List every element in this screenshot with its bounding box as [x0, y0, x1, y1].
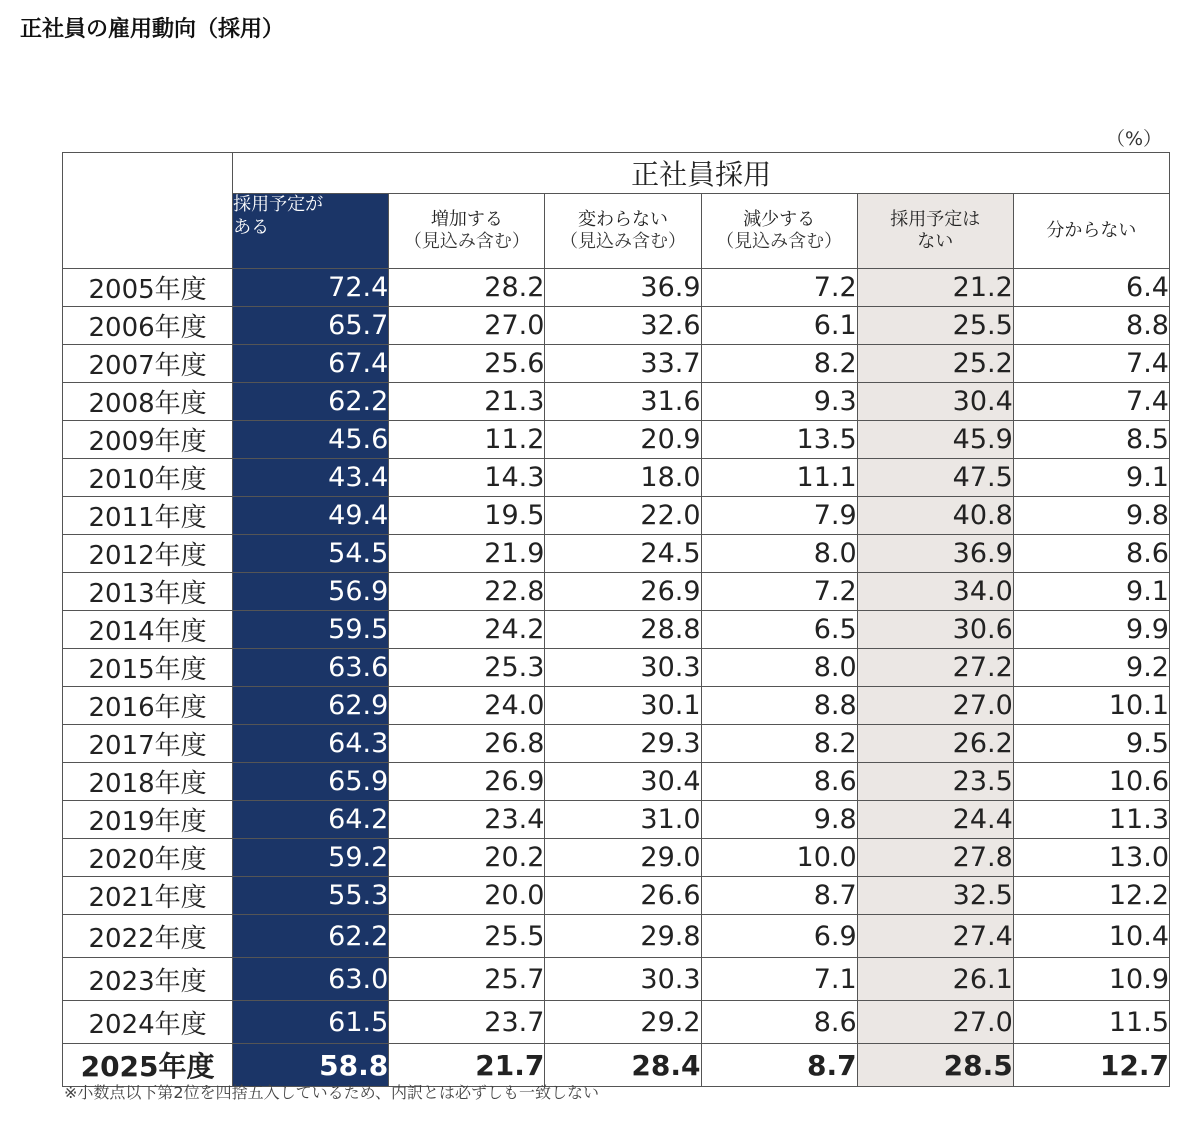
table-row [63, 269, 1170, 307]
table-cell: 20.9 [545, 421, 701, 459]
table-cell: 14.3 [389, 459, 545, 497]
table-cell: 26.8 [389, 725, 545, 763]
hiring-table [62, 152, 1170, 1087]
table-row [63, 649, 1170, 687]
table-cell: 7.4 [1013, 345, 1169, 383]
table-cell: 8.6 [701, 1001, 857, 1044]
table-cell: 28.5 [857, 1044, 1013, 1087]
table-cell: 67.4 [233, 345, 389, 383]
table-cell: 32.6 [545, 307, 701, 345]
table-cell: 54.5 [233, 535, 389, 573]
table-cell: 9.8 [1013, 497, 1169, 535]
row-year-label: 2012年度 [63, 535, 233, 573]
table-cell: 32.5 [857, 877, 1013, 915]
table-cell: 25.5 [389, 915, 545, 958]
row-year-label: 2016年度 [63, 687, 233, 725]
unit-label: （%） [1105, 128, 1162, 150]
row-year-label: 2013年度 [63, 573, 233, 611]
table-cell: 8.5 [1013, 421, 1169, 459]
table-cell: 8.6 [1013, 535, 1169, 573]
row-year-label: 2021年度 [63, 877, 233, 915]
table-cell: 25.2 [857, 345, 1013, 383]
table-cell: 6.5 [701, 611, 857, 649]
table-cell: 29.8 [545, 915, 701, 958]
table-row [63, 459, 1170, 497]
table-cell: 25.3 [389, 649, 545, 687]
table-cell: 58.8 [233, 1044, 389, 1087]
col-header-unknown: 分からない [1013, 194, 1169, 269]
table-cell: 9.5 [1013, 725, 1169, 763]
table-cell: 49.4 [233, 497, 389, 535]
table-cell: 26.1 [857, 958, 1013, 1001]
col-header-increase: 増加する （見込み含む） [389, 194, 545, 269]
table-cell: 31.6 [545, 383, 701, 421]
table-cell: 30.3 [545, 958, 701, 1001]
table-cell: 28.8 [545, 611, 701, 649]
row-year-label: 2006年度 [63, 307, 233, 345]
table-cell: 10.4 [1013, 915, 1169, 958]
table-cell: 26.6 [545, 877, 701, 915]
table-cell: 24.5 [545, 535, 701, 573]
table-row [63, 383, 1170, 421]
table-cell: 11.2 [389, 421, 545, 459]
table-cell: 64.3 [233, 725, 389, 763]
table-cell: 62.2 [233, 915, 389, 958]
row-year-label: 2010年度 [63, 459, 233, 497]
table-cell: 22.0 [545, 497, 701, 535]
table-body [63, 269, 1170, 1087]
table-row [63, 725, 1170, 763]
table-cell: 30.1 [545, 687, 701, 725]
table-row [63, 421, 1170, 459]
table-cell: 27.2 [857, 649, 1013, 687]
row-year-label: 2005年度 [63, 269, 233, 307]
table-cell: 8.0 [701, 535, 857, 573]
footnote: ※小数点以下第2位を四捨五入しているため、内訳とは必ずしも一致しない [64, 1083, 599, 1102]
table-cell: 8.2 [701, 345, 857, 383]
row-year-label: 2007年度 [63, 345, 233, 383]
table-cell: 9.9 [1013, 611, 1169, 649]
table-cell: 65.7 [233, 307, 389, 345]
table-cell: 30.4 [857, 383, 1013, 421]
page-title: 正社員の雇用動向（採用） [20, 17, 285, 42]
table-row [63, 611, 1170, 649]
table-cell: 23.7 [389, 1001, 545, 1044]
table-cell: 10.6 [1013, 763, 1169, 801]
table-cell: 63.0 [233, 958, 389, 1001]
row-year-label: 2022年度 [63, 915, 233, 958]
table-cell: 36.9 [857, 535, 1013, 573]
table-cell: 59.2 [233, 839, 389, 877]
table-row [63, 497, 1170, 535]
row-year-label: 2017年度 [63, 725, 233, 763]
table-cell: 28.4 [545, 1044, 701, 1087]
col-header-plan: 採用予定が ある [233, 194, 389, 269]
table-cell: 12.7 [1013, 1044, 1169, 1087]
table-cell: 9.2 [1013, 649, 1169, 687]
table-cell: 8.8 [701, 687, 857, 725]
table-cell: 23.4 [389, 801, 545, 839]
table-cell: 25.6 [389, 345, 545, 383]
table-cell: 27.8 [857, 839, 1013, 877]
table-row [63, 958, 1170, 1001]
table-cell: 59.5 [233, 611, 389, 649]
table-cell: 27.4 [857, 915, 1013, 958]
table-cell: 8.2 [701, 725, 857, 763]
table-cell: 24.2 [389, 611, 545, 649]
table-cell: 43.4 [233, 459, 389, 497]
table-cell: 33.7 [545, 345, 701, 383]
table-row [63, 1001, 1170, 1044]
table-cell: 62.2 [233, 383, 389, 421]
col-header-no-plan: 採用予定は ない [857, 194, 1013, 269]
table-row [63, 801, 1170, 839]
table-row [63, 763, 1170, 801]
table-cell: 10.9 [1013, 958, 1169, 1001]
table-cell: 27.0 [857, 1001, 1013, 1044]
table-cell: 9.1 [1013, 573, 1169, 611]
table-cell: 55.3 [233, 877, 389, 915]
table-cell: 9.3 [701, 383, 857, 421]
col-header-unchanged: 変わらない （見込み含む） [545, 194, 701, 269]
table-cell: 65.9 [233, 763, 389, 801]
table-cell: 11.1 [701, 459, 857, 497]
table-cell: 8.7 [701, 1044, 857, 1087]
table-cell: 6.9 [701, 915, 857, 958]
row-year-label: 2020年度 [63, 839, 233, 877]
table-cell: 8.7 [701, 877, 857, 915]
table-row [63, 915, 1170, 958]
table-cell: 10.0 [701, 839, 857, 877]
row-year-label: 2024年度 [63, 1001, 233, 1044]
table-cell: 20.2 [389, 839, 545, 877]
table-cell: 8.6 [701, 763, 857, 801]
table-cell: 26.9 [545, 573, 701, 611]
table-cell: 30.6 [857, 611, 1013, 649]
table-cell: 9.1 [1013, 459, 1169, 497]
table-cell: 7.2 [701, 269, 857, 307]
table-cell: 13.0 [1013, 839, 1169, 877]
table-cell: 22.8 [389, 573, 545, 611]
group-header: 正社員採用 [233, 153, 1170, 194]
table-cell: 26.9 [389, 763, 545, 801]
table-cell: 21.7 [389, 1044, 545, 1087]
table-cell: 36.9 [545, 269, 701, 307]
table-cell: 11.5 [1013, 1001, 1169, 1044]
table-cell: 24.4 [857, 801, 1013, 839]
table-cell: 25.7 [389, 958, 545, 1001]
table-cell: 29.0 [545, 839, 701, 877]
table-cell: 63.6 [233, 649, 389, 687]
corner-cell [63, 153, 233, 269]
row-year-label: 2019年度 [63, 801, 233, 839]
table-row [63, 307, 1170, 345]
table-cell: 45.9 [857, 421, 1013, 459]
row-year-label: 2011年度 [63, 497, 233, 535]
table-cell: 7.1 [701, 958, 857, 1001]
table-cell: 47.5 [857, 459, 1013, 497]
row-year-label: 2014年度 [63, 611, 233, 649]
table-cell: 9.8 [701, 801, 857, 839]
table-row [63, 877, 1170, 915]
row-year-label: 2018年度 [63, 763, 233, 801]
table-cell: 8.0 [701, 649, 857, 687]
row-year-label: 2025年度 [63, 1044, 233, 1087]
row-year-label: 2023年度 [63, 958, 233, 1001]
table-cell: 64.2 [233, 801, 389, 839]
table-cell: 29.3 [545, 725, 701, 763]
table-cell: 12.2 [1013, 877, 1169, 915]
table-row [63, 839, 1170, 877]
table-cell: 26.2 [857, 725, 1013, 763]
table-cell: 27.0 [389, 307, 545, 345]
table-cell: 20.0 [389, 877, 545, 915]
table-cell: 31.0 [545, 801, 701, 839]
table-row [63, 345, 1170, 383]
table-cell: 13.5 [701, 421, 857, 459]
table-cell: 27.0 [857, 687, 1013, 725]
table-cell: 25.5 [857, 307, 1013, 345]
table-cell: 29.2 [545, 1001, 701, 1044]
table-row [63, 687, 1170, 725]
table-cell: 11.3 [1013, 801, 1169, 839]
table-cell: 10.1 [1013, 687, 1169, 725]
table-cell: 30.4 [545, 763, 701, 801]
table-cell: 21.3 [389, 383, 545, 421]
table-row [63, 573, 1170, 611]
table-row [63, 535, 1170, 573]
table-cell: 28.2 [389, 269, 545, 307]
row-year-label: 2009年度 [63, 421, 233, 459]
table-cell: 72.4 [233, 269, 389, 307]
table-cell: 23.5 [857, 763, 1013, 801]
table-cell: 61.5 [233, 1001, 389, 1044]
table-cell: 19.5 [389, 497, 545, 535]
table-cell: 7.9 [701, 497, 857, 535]
col-header-decrease: 減少する （見込み含む） [701, 194, 857, 269]
table-cell: 7.4 [1013, 383, 1169, 421]
row-year-label: 2015年度 [63, 649, 233, 687]
table-cell: 18.0 [545, 459, 701, 497]
table-cell: 45.6 [233, 421, 389, 459]
table-cell: 8.8 [1013, 307, 1169, 345]
table-cell: 6.1 [701, 307, 857, 345]
table-cell: 21.2 [857, 269, 1013, 307]
table-cell: 30.3 [545, 649, 701, 687]
table-cell: 62.9 [233, 687, 389, 725]
table-cell: 6.4 [1013, 269, 1169, 307]
table-cell: 40.8 [857, 497, 1013, 535]
table-cell: 56.9 [233, 573, 389, 611]
table-cell: 34.0 [857, 573, 1013, 611]
row-year-label: 2008年度 [63, 383, 233, 421]
table-cell: 21.9 [389, 535, 545, 573]
table-cell: 24.0 [389, 687, 545, 725]
table-cell: 7.2 [701, 573, 857, 611]
